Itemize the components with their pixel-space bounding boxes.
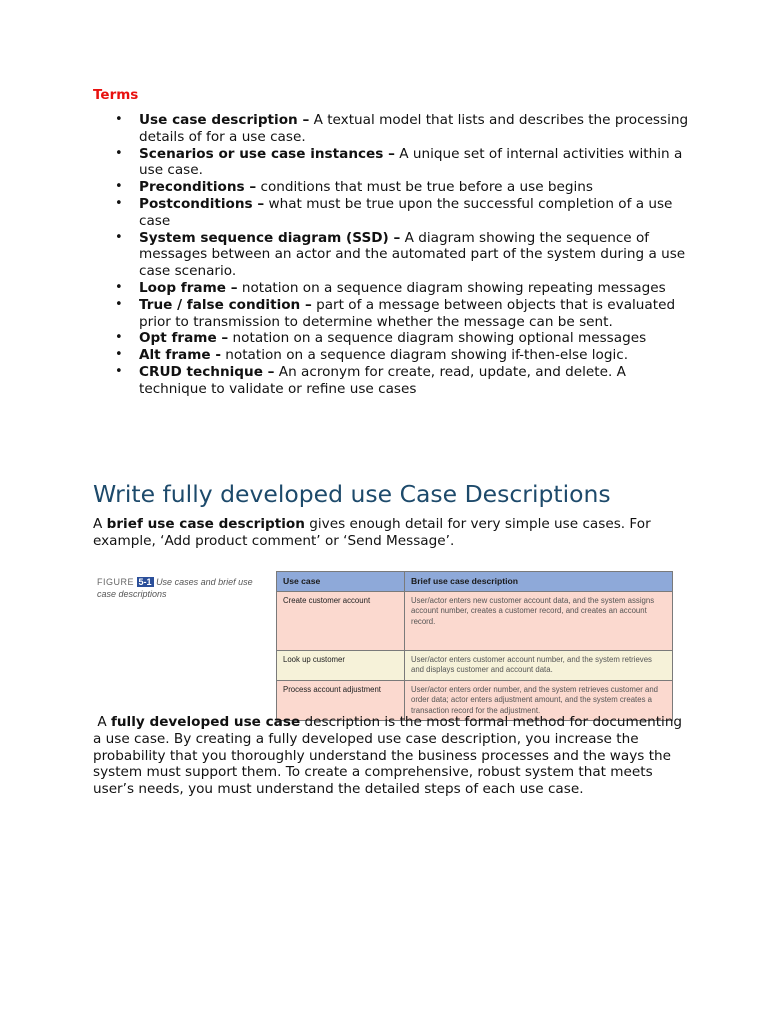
term-definition: part of a message between objects that is evaluated prior to transmission to determine whether the message can be sent. [139, 296, 676, 330]
use-case-name: Look up customer [277, 651, 405, 681]
use-case-description: User/actor enters order number, and the system retrieves customer and order data; actor enters adjustment amount, and the system creates a transaction record for the adjustment. [405, 680, 673, 720]
use-case-name: Process account adjustment [277, 680, 405, 720]
term-definition: notation on a sequence diagram showing optional messages [228, 330, 647, 347]
figure-number: 5-1 [138, 577, 152, 587]
list-item [93, 146, 693, 180]
term-name: Opt frame – [139, 330, 229, 347]
list-item [93, 297, 693, 331]
list-item [93, 364, 693, 398]
bullet-icon: • [115, 347, 123, 363]
term-name: Scenarios or use case instances – [139, 145, 395, 162]
bullet-icon: • [115, 112, 123, 127]
term-definition: An acronym for create, read, update, and delete. A technique to validate or refine use cases [139, 363, 626, 397]
paragraph-bold-term: brief use case description [106, 516, 305, 532]
paragraph-text: A [93, 714, 111, 730]
term-definition: what must be true upon the successful completion of a use case [139, 195, 673, 229]
paragraph-text: A [93, 516, 107, 532]
terms-heading: Terms [93, 87, 139, 103]
figure-caption-text: Use cases and brief use case descriptions [97, 577, 253, 599]
bullet-icon: • [115, 229, 123, 245]
list-item [93, 330, 693, 347]
term-name: CRUD technique – [139, 363, 275, 380]
paragraph-bold-term: fully developed use case [110, 714, 301, 730]
list-item [93, 280, 693, 297]
term-name: Use case description – [139, 112, 310, 128]
bullet-icon: • [115, 296, 123, 312]
term-definition: A diagram showing the sequence of messages between an actor and the automated part of the system during a use case scenario. [139, 229, 686, 280]
table-row [277, 592, 673, 651]
term-name: Loop frame – [139, 279, 238, 296]
term-name: System sequence diagram (SSD) – [139, 229, 401, 246]
use-case-description: User/actor enters new customer account data, and the system assigns account number, creates a customer record, and creates an account record. [405, 592, 673, 651]
term-definition: notation on a sequence diagram showing if-then-else logic. [220, 347, 629, 364]
bullet-icon: • [115, 179, 123, 195]
term-definition: notation on a sequence diagram showing repeating messages [237, 279, 666, 296]
use-case-description: User/actor enters customer account number, and the system retrieves and displays customer and account data. [405, 651, 673, 681]
section-title: Write fully developed use Case Descriptions [93, 480, 611, 508]
paragraph-text: description is the most formal method for documenting a use case. By creating a fully developed use case description, you increase the probability that you thoroughly understand the business processes and the ways the system must support them. To create a comprehensive, robust system that meets user’s needs, you must understand the detailed steps of each use case. [93, 714, 683, 798]
table-header-row [277, 572, 673, 592]
list-item [93, 179, 693, 196]
column-header: Use case [277, 572, 405, 592]
bullet-icon: • [115, 145, 123, 161]
term-name: Alt frame - [139, 347, 221, 364]
list-item [93, 112, 693, 146]
bullet-icon: • [115, 279, 123, 295]
list-item [93, 230, 693, 280]
use-case-table [276, 571, 673, 721]
bullet-icon: • [115, 330, 123, 346]
term-definition: A textual model that lists and describes the processing details of for a use case. [139, 112, 689, 145]
term-name: True / false condition – [139, 296, 312, 313]
column-header: Brief use case description [405, 572, 673, 592]
term-definition: A unique set of internal activities within a use case. [139, 145, 683, 179]
figure-label: FIGURE [97, 577, 135, 587]
paragraph-text: gives enough detail for very simple use cases. For example, ‘Add product comment’ or ‘Send Message’. [93, 516, 651, 549]
brief-description-paragraph [93, 516, 683, 550]
bullet-icon: • [115, 363, 123, 379]
table-row [277, 651, 673, 681]
terms-list [93, 112, 693, 398]
bullet-icon: • [115, 195, 123, 211]
list-item [93, 347, 693, 364]
list-item [93, 196, 693, 230]
term-name: Preconditions – [139, 179, 257, 196]
use-case-name: Create customer account [277, 592, 405, 651]
term-definition: conditions that must be true before a use begins [256, 179, 593, 196]
term-name: Postconditions – [139, 195, 265, 212]
figure-caption [97, 576, 267, 600]
full-description-paragraph [93, 714, 683, 798]
